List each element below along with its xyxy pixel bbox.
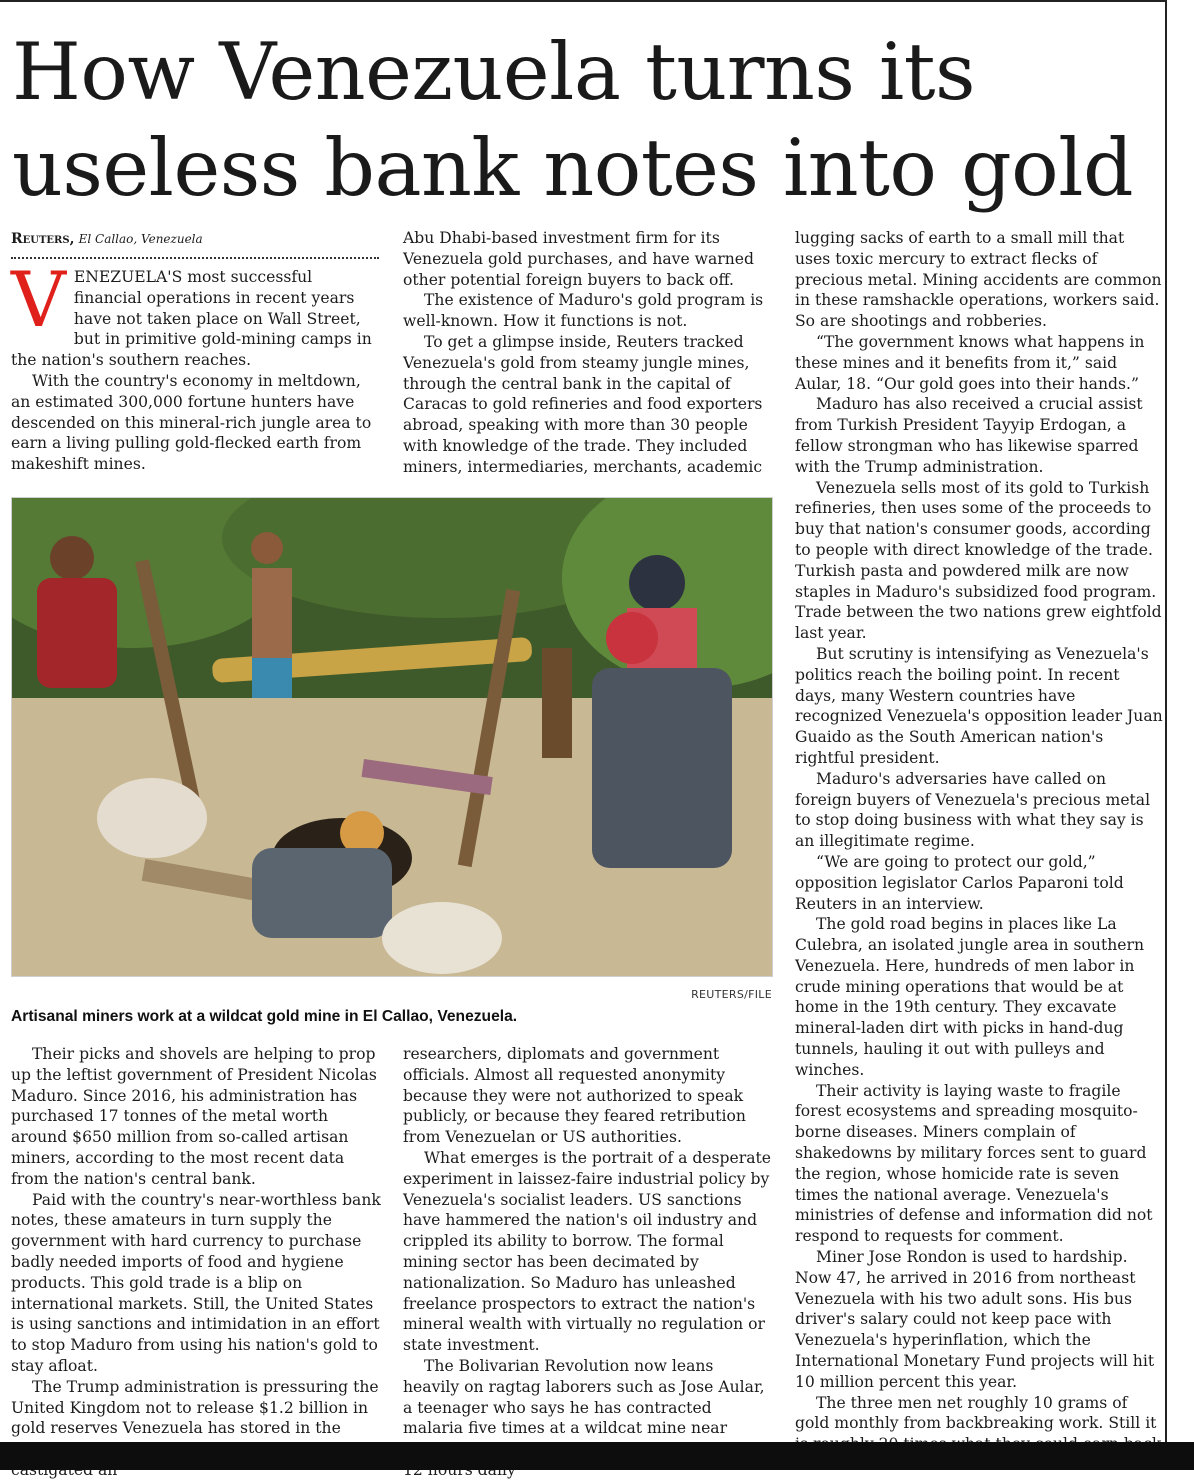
paragraph: The existence of Maduro's gold program is well-known. How it functions is not. — [403, 291, 764, 331]
paragraph: “The government knows what happens in these mines and it benefits from it,” said Aular, 18. “Our gold goes into their hands.” — [795, 332, 1145, 393]
paragraph: The gold road begins in places like La Culebra, an isolated jungle area in southern Venezuela. Here, hundreds of men labor in crude mining operations that would be at home in the 19th century. They excavate mineral-laden dirt with picks in hand-dug tunnels, hauling it out with pulleys and winches. — [795, 915, 1144, 1079]
headline: How Venezuela turns its useless bank notes into gold — [12, 26, 1134, 214]
paragraph: Their picks and shovels are helping to prop up the leftist government of President Nicolas Maduro. Since 2016, his administration has purchased 17 tonnes of the metal worth around $650 million from so-called artisan miners, according to the most recent data from the nation's central bank. — [11, 1045, 377, 1188]
column-1-bottom — [11, 1044, 383, 1481]
photo-caption: Artisanal miners work at a wildcat gold mine in El Callao, Venezuela. — [11, 1008, 518, 1025]
paragraph: Miner Jose Rondon is used to hardship. Now 47, he arrived in 2016 from northeast Venezuela with his two adult sons. His bus driver's salary could not keep pace with Venezuela's hyperinflation, which the International Monetary Fund projects will hit 10 million percent this year. — [795, 1248, 1155, 1391]
drop-cap: V — [11, 255, 66, 344]
paragraph: Abu Dhabi-based investment firm for its Venezuela gold purchases, and have warned other potential foreign buyers to back off. — [403, 229, 755, 289]
paragraph: To get a glimpse inside, Reuters tracked Venezuela's gold from steamy jungle mines, through the central bank in the capital of Caracas to gold refineries and food exporters abroad, speaking with more than 30 people with knowledge of the trade. They included miners, intermediaries, merchants, academic — [403, 332, 763, 476]
miners-photo-illustration — [12, 498, 772, 976]
top-rule — [0, 0, 1166, 2]
paragraph: researchers, diplomats and government officials. Almost all requested anonymity because they were not authorized to speak publicly, or because they feared retribution from Venezuelan or US authorities. — [403, 1045, 746, 1147]
dotted-divider — [11, 257, 379, 259]
column-2-top — [403, 228, 771, 478]
paragraph: The Trump administration is pressuring the United Kingdom not to release $1.2 billion in gold reserves Venezuela has stored in the — [11, 1377, 379, 1438]
paragraph: “We are going to protect our gold,” opposition legislator Carlos Paparoni told Reuters in an interview. — [795, 852, 1124, 913]
column-3 — [795, 228, 1163, 1476]
paragraph: The three men net roughly 10 grams of gold monthly from backbreaking work. Still it — [795, 1393, 1157, 1433]
paragraph: Venezuela sells most of its gold to Turkish refineries, then uses some of the proceeds to buy that nation's consumer goods, according to people with direct knowledge of the trade. Turkish pasta and powdered milk are now staples in Maduro's subsidized food program. Trade between the two nations grew eightfold last year. — [795, 478, 1162, 643]
paragraph: Their activity is laying waste to fragile forest ecosystems and spreading mosquito-borne diseases. Miners complain of shakedowns by military forces sent to guard the region, whose homicide rate is seven times the national average. Venezuela's ministries of defense and information did not respond to requests for comment. — [795, 1081, 1153, 1246]
column-2-bottom — [403, 1044, 773, 1481]
page-right-edge — [1165, 0, 1167, 1442]
paragraph: Paid with the country's near-worthless bank notes, these amateurs in turn supply the government with hard currency to purchase badly needed imports of food and hygiene products. This gold trade is a blip on international markets. Still, the United States is using sanctions and intimidation in an effort to stop Maduro from using his nation's gold to stay afloat. — [11, 1190, 381, 1375]
paragraph: Maduro's adversaries have called on foreign buyers of Venezuela's precious metal to stop doing business with what they say is an illegitimate regime. — [795, 769, 1151, 851]
column-1-top — [11, 230, 383, 475]
byline — [11, 230, 383, 249]
paragraph: The Bolivarian Revolution now leans heavily on ragtag laborers such as Jose Aular, a teenager who says he has contracted malaria five times at a wildcat mine near — [403, 1356, 765, 1438]
byline-dateline: El Callao, Venezuela — [78, 232, 203, 246]
paragraph: But scrutiny is intensifying as Venezuela's politics reach the boiling point. In recent days, many Western countries have recognized Venezuela's opposition leader Juan Guaido as the South American nation's rightful president. — [795, 644, 1163, 767]
photo-credit: REUTERS/FILE — [691, 988, 772, 1001]
paragraph: Maduro has also received a crucial assist from Turkish President Tayyip Erdogan, a fellow strongman who has likewise sparred with the Trump administration. — [795, 395, 1143, 476]
paragraph: ENEZUELA'S most successful financial operations in recent years have not taken place on Wall Street, but in primitive gold-mining camps in the nation's southern reaches. — [11, 268, 372, 370]
bottom-band — [0, 1442, 1194, 1470]
byline-agency: Reuters, — [11, 231, 75, 247]
paragraph: lugging sacks of earth to a small mill that uses toxic mercury to extract flecks of precious metal. Mining accidents are common in these ramshackle operations, workers said. So are shootings and robberies. — [795, 229, 1162, 331]
paragraph: What emerges is the portrait of a desperate experiment in laissez-faire industrial policy by Venezuela's socialist leaders. US sanctions have hammered the nation's oil industry and crippled its ability to borrow. The formal mining sector has been decimated by nationalization. So Maduro has unleashed freelance prospectors to extract the nation's mineral wealth with virtually no regulation or state investment. — [403, 1148, 771, 1355]
news-photo — [11, 497, 773, 977]
paragraph: With the country's economy in meltdown, an estimated 300,000 fortune hunters have descended on this mineral-rich jungle area to earn a living pulling gold-flecked earth from makeshift mines. — [11, 371, 372, 474]
